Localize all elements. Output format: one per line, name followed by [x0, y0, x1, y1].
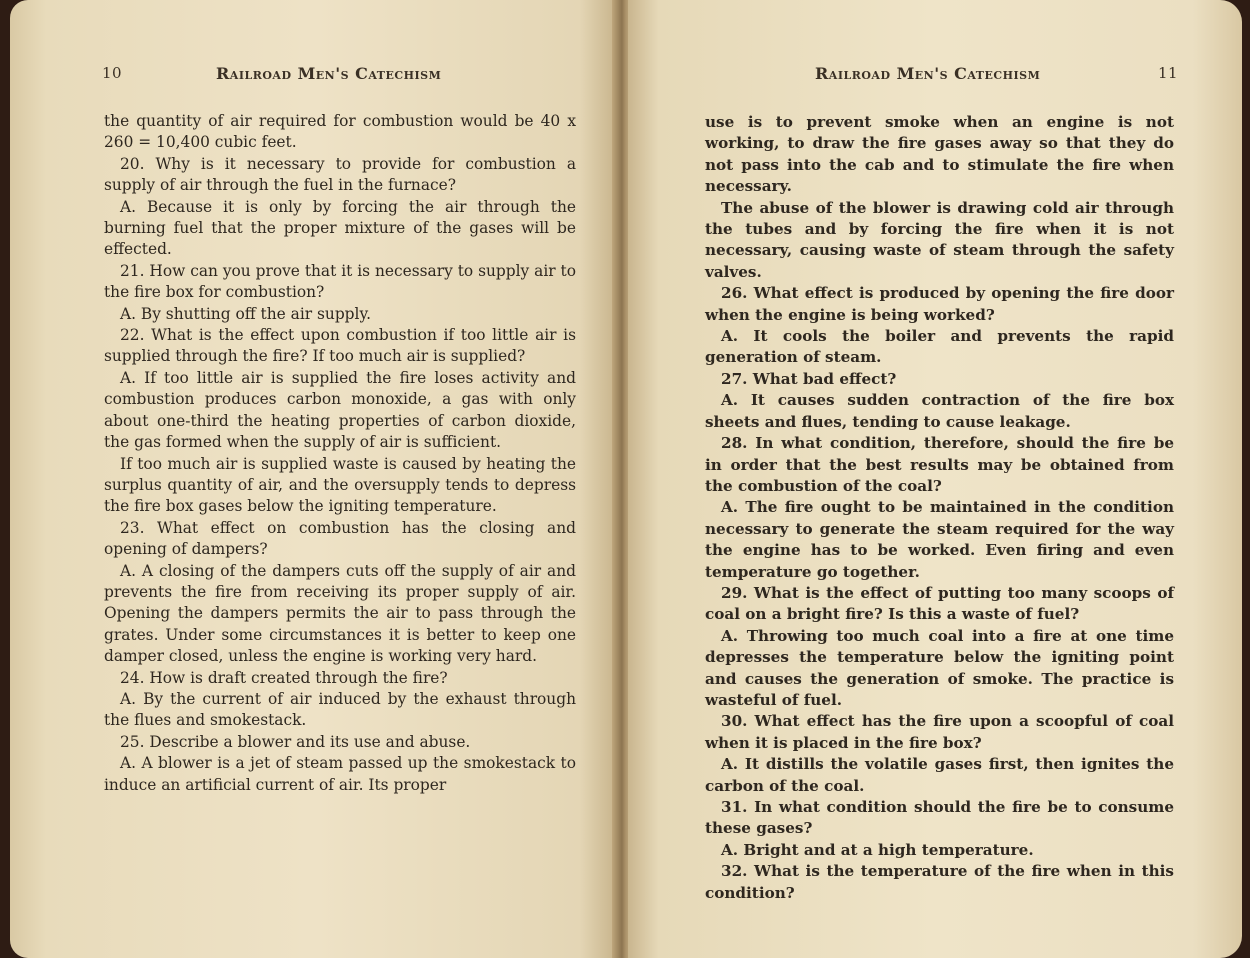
paragraph: A. A blower is a jet of steam passed up the smokestack to induce an artificial current of air. Its proper — [104, 754, 576, 794]
paragraph: A. If too little air is supplied the fire loses activity and combustion produces carbon monoxide, a gas with only about one-third the heating properties of carbon dioxide, the gas formed when the supply of air is sufficient. — [104, 368, 576, 452]
paragraph: A. It causes sudden contraction of the fire box sheets and flues, tending to cause leakage. — [705, 391, 1174, 431]
running-head: Railroad Men's Catechism — [815, 64, 1041, 83]
paragraph: The abuse of the blower is drawing cold air through the tubes and by forcing the fire when it is not necessary, causing waste of steam through the safety valves. — [705, 198, 1174, 281]
paragraph: A. Because it is only by forcing the air through the burning fuel that the proper mixture of the gases will be effected. — [104, 197, 576, 259]
paragraph: 20. Why is it necessary to provide for combustion a supply of air through the fuel in the furnace? — [104, 154, 576, 195]
right-page-header — [628, 64, 1242, 88]
paragraph: 31. In what condition should the fire be to consume these gases? — [705, 798, 1174, 838]
paragraph: 29. What is the effect of putting too many scoops of coal on a bright fire? Is this a waste of fuel? — [705, 583, 1174, 624]
paragraph: 28. In what condition, therefore, should the fire be in order that the best results may be obtained from the combustion of the coal? — [705, 434, 1174, 495]
running-head: Railroad Men's Catechism — [216, 64, 442, 83]
paragraph: use is to prevent smoke when an engine is not working, to draw the fire gases away so that they do not pass into the cab and to stimulate the fire when necessary. — [705, 113, 1174, 196]
paragraph: 30. What effect has the fire upon a scoopful of coal when it is placed in the fire box? — [705, 712, 1174, 752]
paragraph: 21. How can you prove that it is necessary to supply air to the fire box for combustion? — [104, 261, 576, 302]
paragraph: 32. What is the temperature of the fire when in this condition? — [705, 862, 1174, 902]
paragraph: 24. How is draft created through the fire? — [120, 668, 448, 687]
left-page — [10, 0, 616, 958]
page-number: 11 — [1158, 64, 1179, 82]
page-number: 10 — [102, 64, 123, 82]
paragraph: 22. What is the effect upon combustion if too little air is supplied through the fire? If too much air is supplied? — [104, 326, 576, 366]
paragraph: A. A closing of the dampers cuts off the supply of air and prevents the fire from receiving its proper supply of air. Opening the dampers permits the air to pass through the grates. Under some circumstances it is better to keep one damper closed, unless the engine is working very hard. — [104, 561, 576, 666]
paragraph: A. Throwing too much coal into a fire at one time depresses the temperature below the igniting point and causes the generation of smoke. The practice is wasteful of fuel. — [705, 626, 1174, 709]
paragraph: A. By shutting off the air supply. — [120, 304, 371, 323]
paragraph: A. By the current of air induced by the exhaust through the flues and smokestack. — [104, 689, 576, 730]
paragraph: A. It distills the volatile gases first, then ignites the carbon of the coal. — [705, 755, 1174, 795]
right-page — [628, 0, 1242, 958]
paragraph: 23. What effect on combustion has the closing and opening of dampers? — [104, 518, 576, 559]
paragraph: A. Bright and at a high temperature. — [721, 840, 1034, 859]
paragraph: A. It cools the boiler and prevents the rapid generation of steam. — [705, 327, 1174, 367]
paragraph: 26. What effect is produced by opening the fire door when the engine is being worked? — [705, 284, 1174, 324]
paragraph: the quantity of air required for combustion would be 40 x 260 = 10,400 cubic feet. — [104, 112, 576, 152]
paragraph: If too much air is supplied waste is caused by heating the surplus quantity of air, and the oversupply tends to depress the fire box gases below the igniting temperature. — [104, 454, 576, 516]
left-page-header — [10, 64, 616, 88]
paragraph: 25. Describe a blower and its use and abuse. — [120, 732, 471, 751]
paragraph: A. The fire ought to be maintained in the condition necessary to generate the steam required for the way the engine has to be worked. Even firing and even temperature go together. — [705, 498, 1174, 581]
left-page-body — [104, 111, 576, 796]
right-page-body — [705, 112, 1174, 904]
paragraph: 27. What bad effect? — [721, 369, 897, 388]
